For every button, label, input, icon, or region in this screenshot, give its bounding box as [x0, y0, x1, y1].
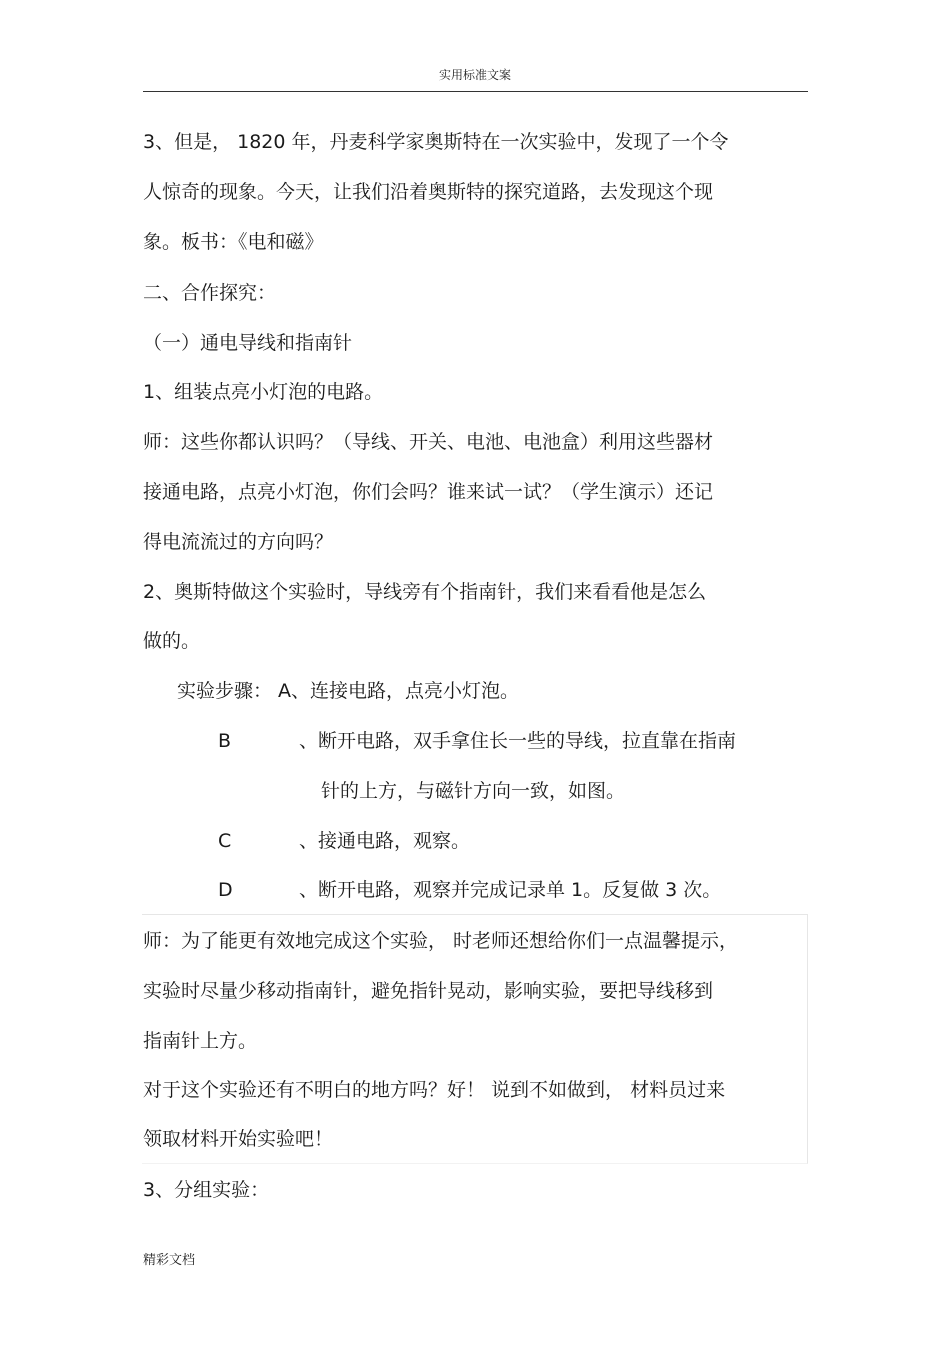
- body-line: 1、组装点亮小灯泡的电路。: [143, 381, 384, 403]
- body-line: 2、奥斯特做这个实验时，导线旁有个指南针，我们来看看他是怎么: [143, 581, 707, 603]
- teacher-tip-line: 指南针上方。: [143, 1030, 258, 1052]
- subsection-heading: （一）通电导线和指南针: [143, 332, 353, 354]
- experiment-step-b: 、断开电路，双手拿住长一些的导线，拉直靠在指南: [299, 730, 737, 752]
- teacher-tip-line: 领取材料开始实验吧！: [143, 1128, 334, 1150]
- body-line: 接通电路，点亮小灯泡，你们会吗？谁来试一试？（学生演示）还记: [143, 481, 714, 503]
- body-line: 人惊奇的现象。今天，让我们沿着奥斯特的探究道路，去发现这个现: [143, 181, 714, 203]
- teacher-tip-line: 对于这个实验还有不明白的地方吗？好！ 说到不如做到， 材料员过来: [143, 1079, 726, 1101]
- step-letter-d: D: [218, 879, 233, 901]
- teacher-tip-line: 师：为了能更有效地完成这个实验， 时老师还想给你们一点温馨提示，: [143, 930, 739, 952]
- experiment-step-a: 实验步骤： A、连接电路，点亮小灯泡。: [177, 680, 520, 702]
- body-line: 做的。: [143, 630, 201, 652]
- section-heading: 二、合作探究：: [143, 282, 277, 304]
- experiment-step-c: 、接通电路，观察。: [299, 830, 471, 852]
- body-line: 得电流流过的方向吗？: [143, 531, 334, 553]
- page-footer: 精彩文档: [143, 1253, 196, 1268]
- body-line: 象。板书：《电和磁》: [143, 231, 324, 253]
- page-header: 实用标准文案: [438, 68, 511, 82]
- body-line: 3、但是， 1820 年，丹麦科学家奥斯特在一次实验中，发现了一个令: [143, 131, 729, 153]
- body-line: 3、分组实验：: [143, 1179, 270, 1201]
- body-line: 师：这些你都认识吗？（导线、开关、电池、电池盒）利用这些器材: [143, 431, 714, 453]
- teacher-tip-line: 实验时尽量少移动指南针，避免指针晃动，影响实验，要把导线移到: [143, 980, 714, 1002]
- experiment-step-b-cont: 针的上方，与磁针方向一致，如图。: [321, 780, 626, 802]
- step-letter-b: B: [218, 730, 232, 752]
- header-divider: [143, 91, 808, 92]
- step-letter-c: C: [218, 830, 232, 852]
- experiment-step-d: 、断开电路，观察并完成记录单 1。反复做 3 次。: [299, 879, 722, 901]
